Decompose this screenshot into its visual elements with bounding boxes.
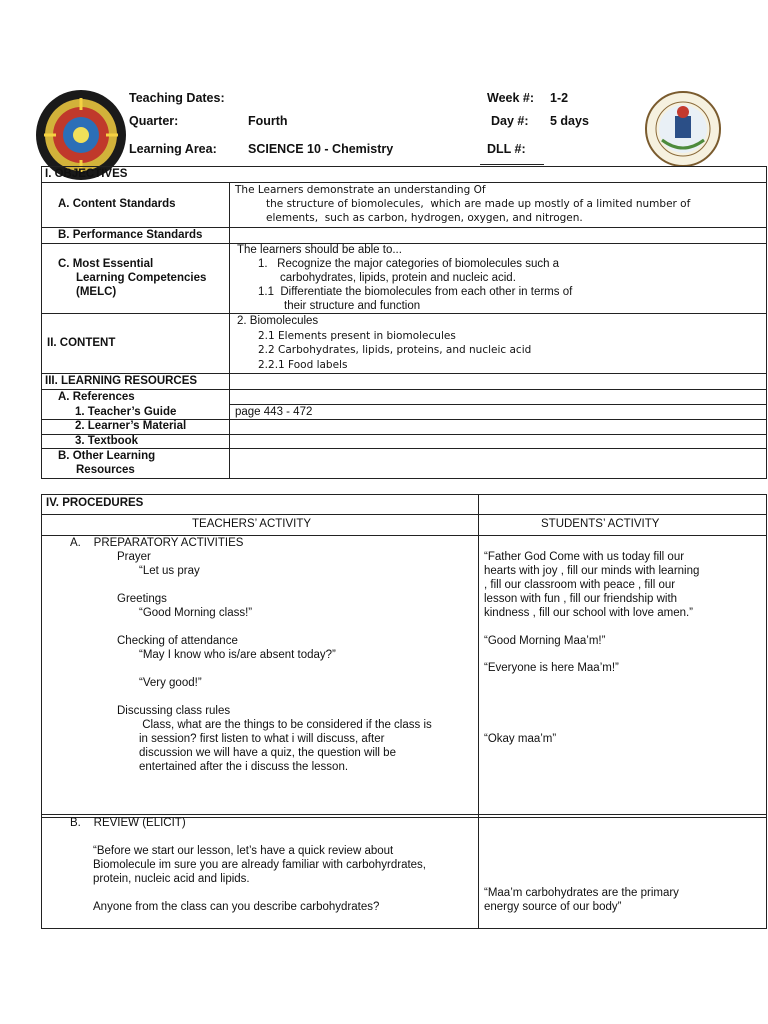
learners-material-label: 2. Learner’s Material: [75, 420, 187, 432]
content-line3: 2.2 Carbohydrates, lipids, proteins, and nucleic acid: [258, 344, 532, 356]
quarter-value: Fourth: [248, 114, 288, 128]
class-rules-line2: in session? first listen to what i will discuss, after: [139, 733, 385, 745]
melc-line3: carbohydrates, lipids, protein and nucleic acid.: [280, 272, 516, 284]
student-okay: “Okay maa’m”: [484, 733, 557, 745]
attendance-label: Checking of attendance: [117, 635, 238, 647]
class-rules-label: Discussing class rules: [117, 705, 231, 717]
procedures-heading: IV. PROCEDURES: [46, 497, 144, 509]
content-standards-line3: elements, such as carbon, hydrogen, oxygen, and nitrogen.: [266, 212, 583, 224]
melc-label-3: (MELC): [76, 286, 117, 298]
class-rules-line4: entertained after the i discuss the lesson.: [139, 761, 349, 773]
teachers-guide-value: page 443 - 472: [235, 406, 313, 418]
prayer-label: Prayer: [117, 551, 151, 563]
content-standards-line2: the structure of biomolecules, which are made up mostly of a limited number of: [266, 198, 691, 210]
teachers-activity-header: TEACHERS’ ACTIVITY: [192, 518, 312, 530]
textbook-label: 3. Textbook: [75, 435, 139, 447]
class-rules-line1: Class, what are the things to be considered if the class is: [139, 719, 432, 731]
melc-label-2: Learning Competencies: [76, 272, 207, 284]
class-rules-line3: discussion we will have a quiz, the question will be: [139, 747, 396, 759]
greetings-label: Greetings: [117, 593, 167, 605]
school-seal: [644, 90, 722, 168]
day-value: 5 days: [550, 114, 589, 128]
resources-heading: III. LEARNING RESOURCES: [45, 375, 198, 387]
melc-line4: 1.1 Differentiate the biomolecules from each other in terms of: [258, 286, 573, 298]
student-prayer-line5: kindness , fill our school with love amen.”: [484, 607, 694, 619]
students-activity-header: STUDENTS’ ACTIVITY: [541, 518, 660, 530]
student-review-line2: energy source of our body”: [484, 901, 622, 913]
student-prayer-line4: lesson with fun , fill our friendship with: [484, 593, 678, 605]
student-review-line1: “Maa’m carbohydrates are the primary: [484, 887, 679, 899]
teachers-guide-label: 1. Teacher’s Guide: [75, 406, 177, 418]
other-resources-label-2: Resources: [76, 464, 135, 476]
day-label: Day #:: [491, 114, 529, 128]
student-attendance: “Everyone is here Maa’m!”: [484, 662, 619, 674]
content-line1: 2. Biomolecules: [237, 315, 319, 327]
content-line2: 2.1 Elements present in biomolecules: [258, 330, 456, 342]
learning-area-value: SCIENCE 10 - Chemistry: [248, 142, 394, 156]
content-line4: 2.2.1 Food labels: [258, 359, 348, 371]
teaching-dates-label: Teaching Dates:: [129, 91, 225, 105]
dll-label: DLL #:: [487, 142, 526, 156]
very-good-quote: “Very good!”: [139, 677, 202, 689]
content-heading: II. CONTENT: [47, 337, 116, 349]
review-line3: protein, nucleic acid and lipids.: [93, 873, 250, 885]
prayer-quote: “Let us pray: [139, 565, 200, 577]
content-standards-label: A. Content Standards: [58, 198, 176, 210]
other-resources-label-1: B. Other Learning: [58, 450, 156, 462]
melc-line1: The learners should be able to...: [237, 244, 402, 256]
student-greeting: “Good Morning Maa’m!”: [484, 635, 606, 647]
attendance-quote: “May I know who is/are absent today?”: [139, 649, 336, 661]
references-label: A. References: [58, 391, 135, 403]
melc-label-1: C. Most Essential: [58, 258, 154, 270]
review-line1: “Before we start our lesson, let’s have a quick review about: [93, 845, 394, 857]
content-standards-line1: The Learners demonstrate an understanding Of: [235, 184, 486, 196]
student-prayer-line1: “Father God Come with us today fill our: [484, 551, 685, 563]
preparatory-heading: A. PREPARATORY ACTIVITIES: [70, 537, 244, 549]
week-label: Week #:: [487, 91, 535, 105]
learning-area-label: Learning Area:: [129, 142, 217, 156]
melc-line5: their structure and function: [284, 300, 421, 312]
review-line2: Biomolecule im sure you are already familiar with carbohyrdrates,: [93, 859, 427, 871]
greetings-quote: “Good Morning class!”: [139, 607, 253, 619]
quarter-label: Quarter:: [129, 114, 179, 128]
performance-standards-label: B. Performance Standards: [58, 229, 203, 241]
review-heading: B. REVIEW (ELICIT): [70, 817, 186, 829]
objectives-heading: I. OBJECTIVES: [45, 168, 128, 180]
review-line4: Anyone from the class can you describe carbohydrates?: [93, 901, 380, 913]
student-prayer-line3: , fill our classroom with peace , fill our: [484, 579, 676, 591]
melc-line2: 1. Recognize the major categories of biomolecules such a: [258, 258, 560, 270]
week-value: 1-2: [550, 91, 569, 105]
dll-underline: [480, 164, 544, 165]
student-prayer-line2: hearts with joy , fill our minds with learning: [484, 565, 700, 577]
